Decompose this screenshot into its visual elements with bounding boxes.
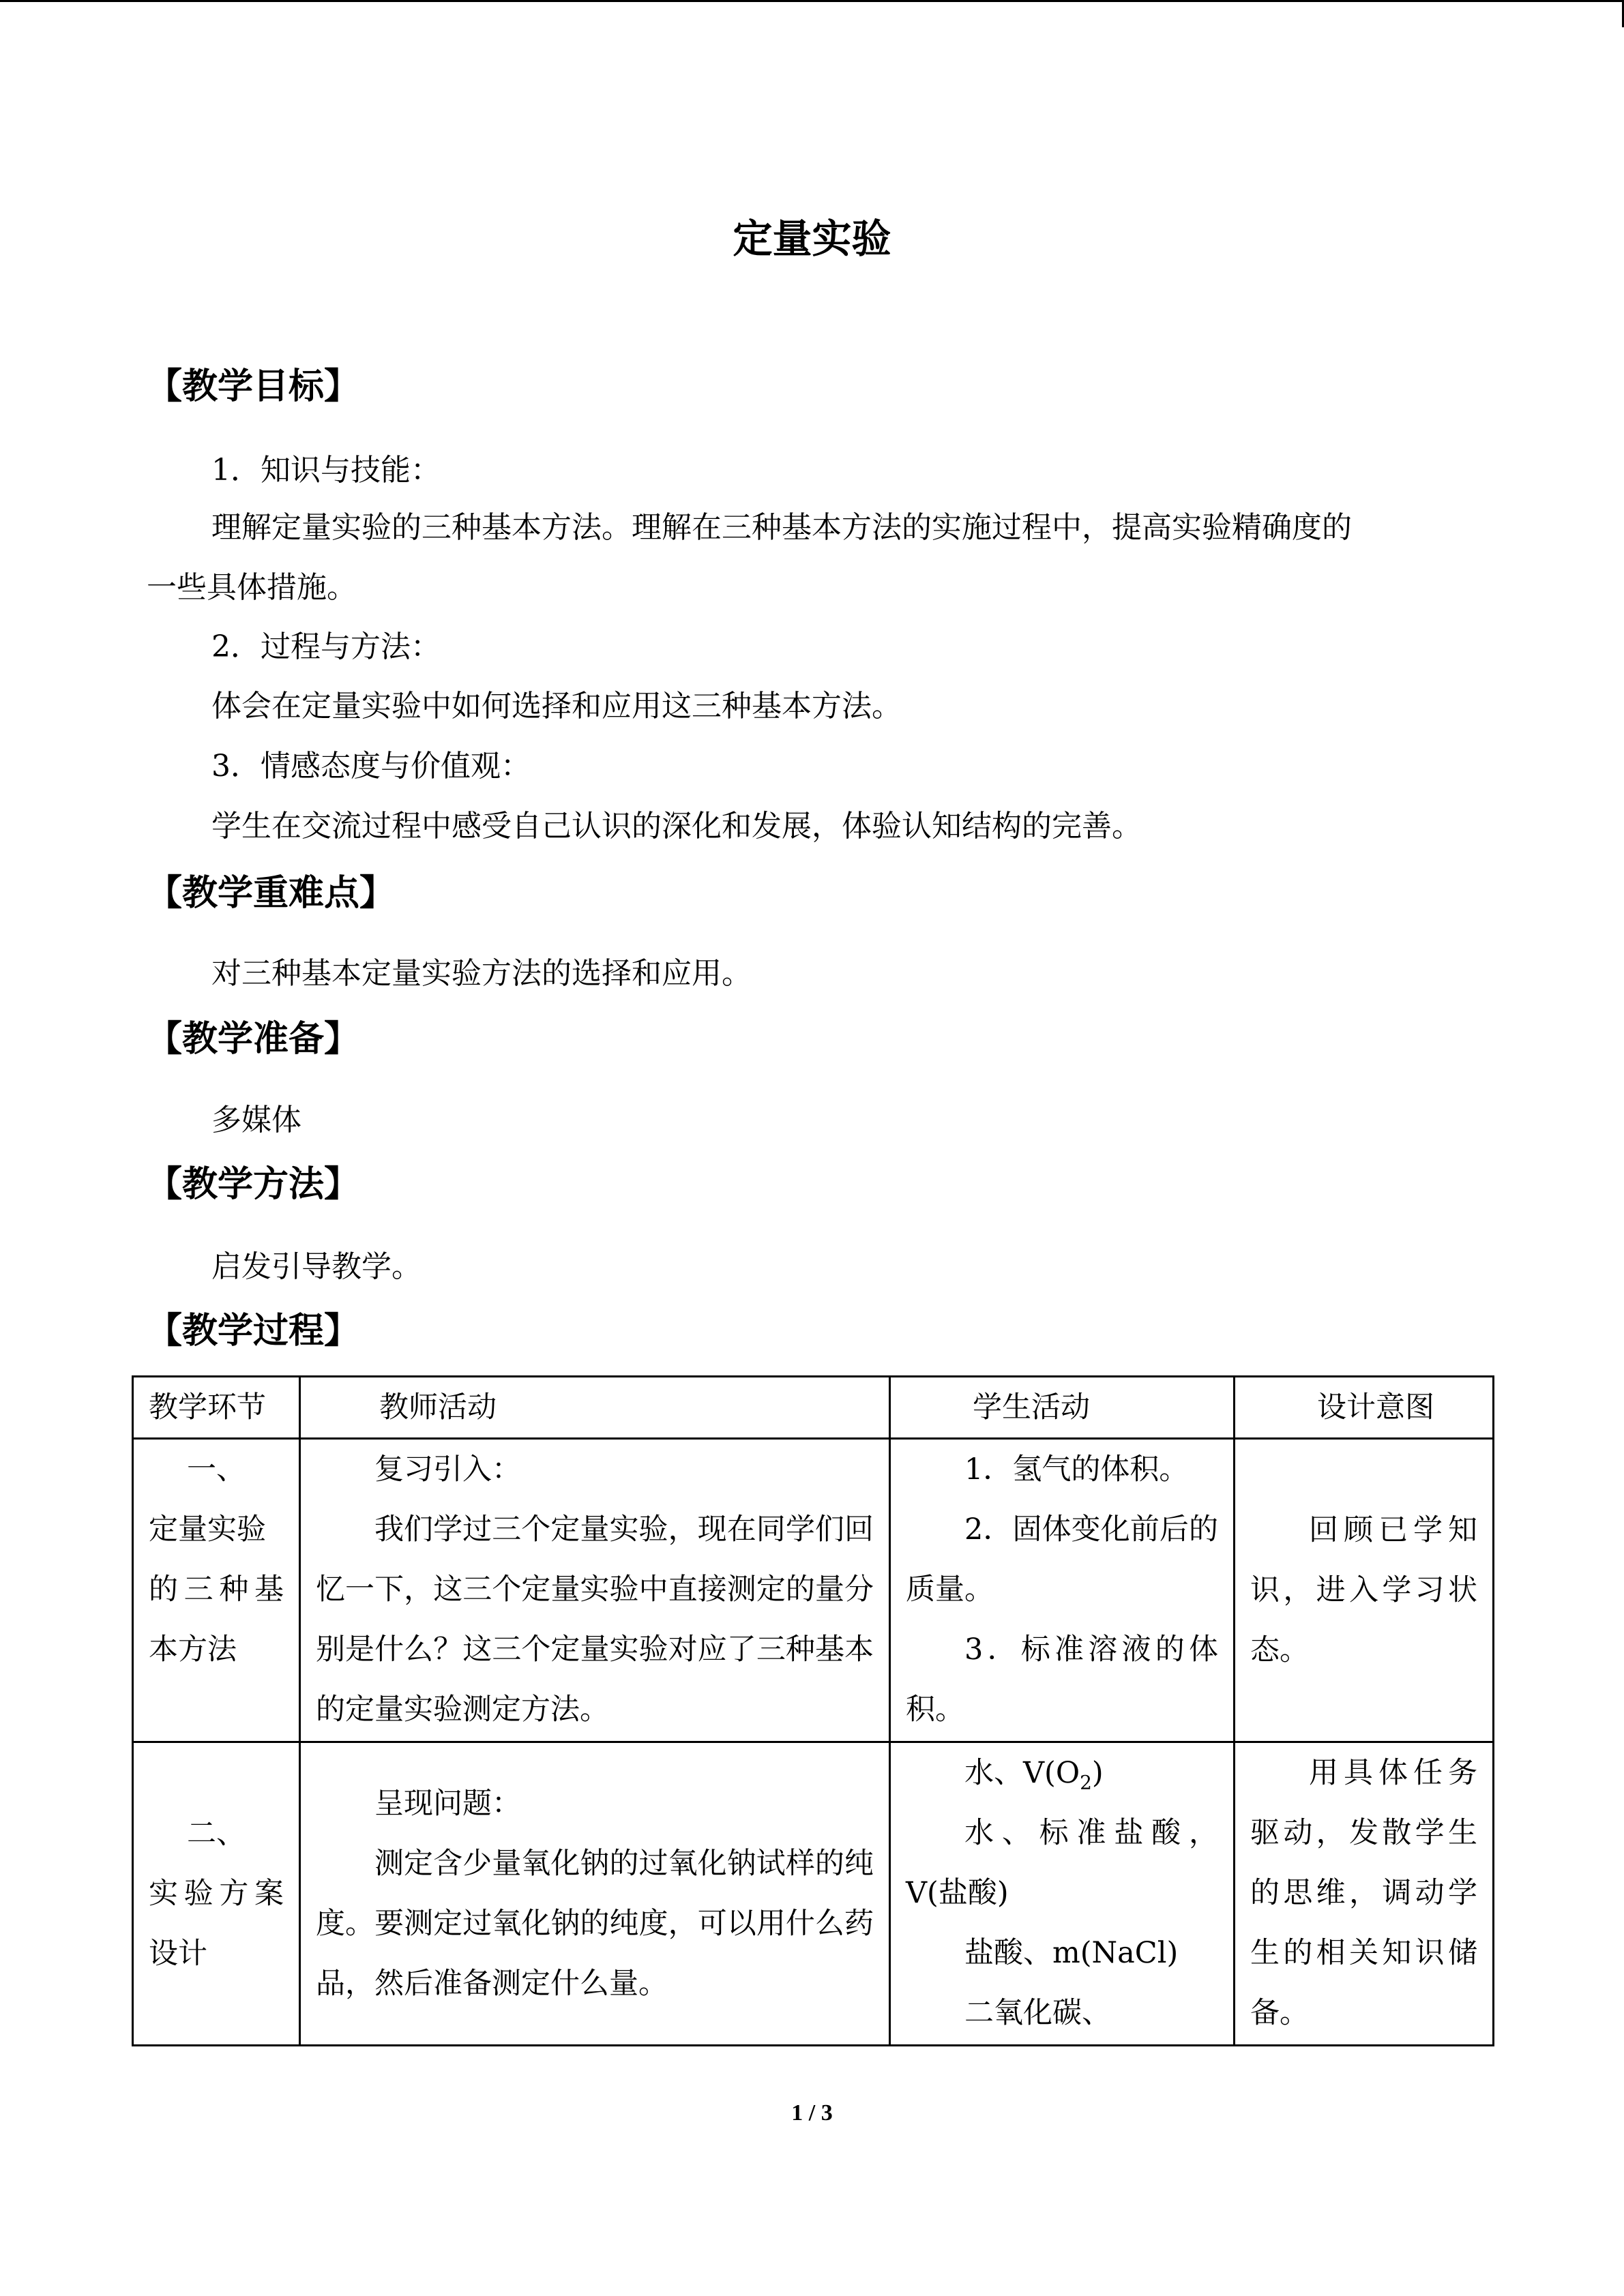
teaching-process-table — [132, 1375, 1494, 2046]
method-text: 启发引导教学。 — [211, 1249, 422, 1284]
goal-1-label: 1．知识与技能： — [211, 453, 441, 488]
row1-student-item2: 2．固体变化前后的质量。 — [906, 1512, 1218, 1607]
page-title: 定量实验 — [733, 215, 891, 262]
goal-2-text: 体会在定量实验中如何选择和应用这三种基本方法。 — [211, 689, 902, 724]
row1-stage-line3: 的三种基本方法 — [149, 1572, 284, 1667]
row2-student-line1: 水、$V(O_2)$ — [964, 1756, 1104, 1794]
goal-1-text-line1: 理解定量实验的三种基本方法。理解在三种基本方法的实施过程中，提高实验精确度的 — [211, 510, 1352, 545]
row2-intent-text: 用具体任务驱动，发散学生的思维，调动学生的相关知识储备。 — [1250, 1756, 1477, 2030]
page-number: 1 / 3 — [791, 2100, 833, 2126]
goal-2-label: 2．过程与方法： — [211, 629, 441, 664]
row2-teacher-title: 呈现问题： — [374, 1787, 521, 1821]
row2-student-line2: 水、标准盐酸，V(盐酸) — [906, 1816, 1218, 1910]
row1-student-item1: 1．氢气的体积。 — [964, 1452, 1189, 1487]
row2-stage-line2: 实验方案设计 — [149, 1877, 284, 1971]
preparation-text: 多媒体 — [211, 1103, 301, 1137]
row1-intent — [1235, 1439, 1494, 1742]
header-intent: 设计意图 — [1235, 1377, 1494, 1439]
table-row — [133, 1742, 1494, 2046]
row1-teacher-text: 我们学过三个定量实验，现在同学们回忆一下，这三个定量实验中直接测定的量分别是什么？这三个定量实验对应了三种基本的定量实验测定方法。 — [316, 1512, 874, 1727]
row2-intent — [1235, 1742, 1494, 2046]
row1-student-item3: 3．标准溶液的体积。 — [906, 1632, 1218, 1727]
row1-teacher — [300, 1439, 890, 1742]
row2-teacher-text: 测定含少量氧化钠的过氧化钠试样的纯度。要测定过氧化钠的纯度，可以用什么药品，然后准备测定什么量。 — [316, 1847, 874, 2001]
row1-stage — [133, 1439, 300, 1742]
header-stage: 教学环节 — [133, 1377, 300, 1439]
key-points-text: 对三种基本定量实验方法的选择和应用。 — [211, 956, 752, 991]
row1-student — [890, 1439, 1235, 1742]
row2-stage-line1: 二、 — [187, 1817, 246, 1851]
row2-stage — [133, 1742, 300, 2046]
heading-teaching-goals: 【教学目标】 — [147, 366, 360, 407]
row1-teacher-title: 复习引入： — [374, 1452, 521, 1487]
row2-teacher — [300, 1742, 890, 2046]
heading-preparation: 【教学准备】 — [147, 1019, 360, 1060]
header-teacher: 教师活动 — [300, 1377, 890, 1439]
top-border-line — [0, 0, 1624, 2]
row2-student — [890, 1742, 1235, 2046]
heading-key-points: 【教学重难点】 — [147, 873, 396, 914]
header-student: 学生活动 — [890, 1377, 1235, 1439]
goal-3-label: 3．情感态度与价值观： — [211, 749, 531, 784]
goal-3-text: 学生在交流过程中感受自己认识的深化和发展，体验认知结构的完善。 — [211, 809, 1142, 844]
row1-stage-line1: 一、 — [187, 1452, 246, 1487]
table-header-row — [133, 1377, 1494, 1439]
row2-student-line3: 盐酸、m(NaCl) — [964, 1936, 1179, 1970]
heading-process: 【教学过程】 — [147, 1311, 360, 1352]
row1-intent-text: 回顾已学知识，进入学习状态。 — [1250, 1513, 1477, 1667]
row2-student-line4: 二氧化碳、 — [964, 1996, 1111, 2030]
table-row — [133, 1439, 1494, 1742]
heading-method: 【教学方法】 — [147, 1164, 360, 1205]
goal-1-text-line2: 一些具体措施。 — [147, 570, 357, 605]
row1-stage-line2: 定量实验 — [149, 1512, 266, 1547]
